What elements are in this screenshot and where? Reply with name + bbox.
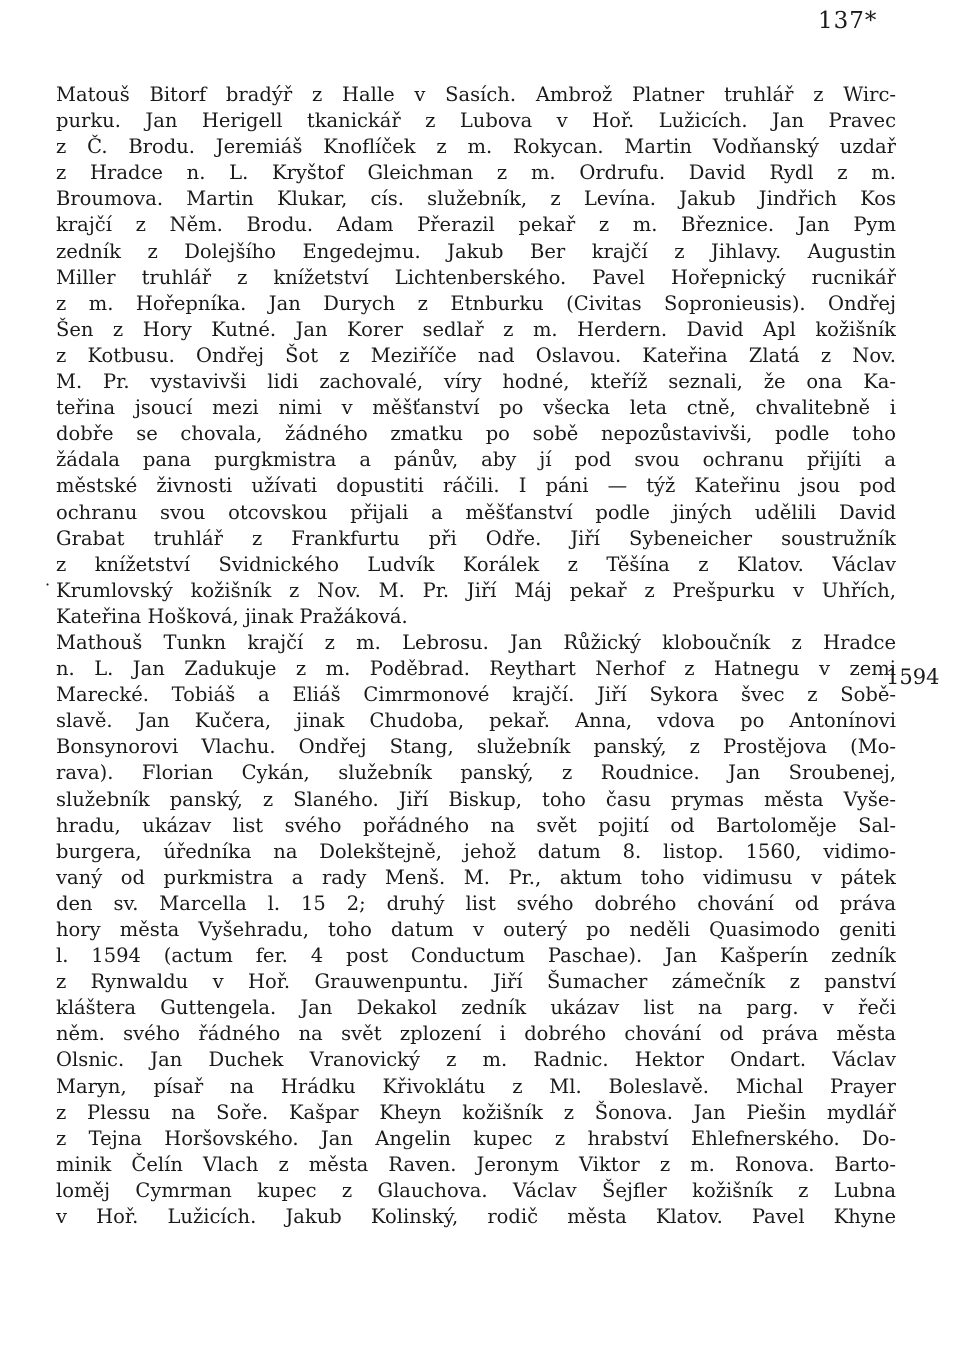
- text-line: purku. Jan Herigell tkanickář z Lubova v Hoř. Lužicích. Jan Pravec: [56, 109, 896, 133]
- text-line: v Hoř. Lužicích. Jakub Kolinský, rodič města Klatov. Pavel Khyne: [56, 1205, 896, 1229]
- text-line: hradu, ukázav list svého pořádného na svět pojití od Bartoloměje Sal-: [56, 813, 896, 837]
- text-line: ochranu svou otcovskou přijali a měšťanství podle jiných udělili David: [56, 500, 896, 524]
- text-line: rava). Florian Cykán, služebník panský, z Roudnice. Jan Sroubenej,: [56, 761, 896, 785]
- text-line: Šen z Hory Kutné. Jan Korer sedlař z m. Herdern. David Apl kožišník: [56, 317, 896, 341]
- text-line: vaný od purkmistra a rady Menš. M. Pr., aktum toho vidimusu v pátek: [56, 865, 896, 889]
- margin-mark: ·: [45, 575, 51, 594]
- text-line: hory města Vyšehradu, toho datum v outerý po neděli Quasimodo geniti: [56, 918, 896, 941]
- text-line: z m. Hořepníka. Jan Durych z Etnburku (Civitas Sopronieusis). Ondřej: [56, 291, 896, 315]
- text-line: Matouš Bitorf bradýř z Halle v Sasích. Ambrož Platner truhlář z Wirc-: [56, 83, 896, 106]
- text-line: z Rynwaldu v Hoř. Grauwenpuntu. Jiří Šumacher zámečník z panství: [56, 970, 896, 994]
- text-line: teřina jsoucí mezi nimi v měšťanství po všecka leta ctně, chvalitebně i: [56, 396, 896, 420]
- text-line: z Kotbusu. Ondřej Šot z Meziříče nad Oslavou. Kateřina Zlatá z Nov.: [56, 343, 896, 367]
- text-line: [56, 1230, 896, 1256]
- text-line: z knížetství Svidnického Ludvík Korálek z Těšína z Klatov. Václav: [56, 552, 896, 576]
- text-line: žádala pana purgkmistra a pánův, aby jí pod svou ochranu přijíti a: [56, 448, 896, 472]
- text-line: krajčí z Něm. Brodu. Adam Přerazil pekař z m. Březnice. Jan Pym: [56, 213, 896, 237]
- text-line: Olsnic. Jan Duchek Vranovický z m. Radnic. Hektor Ondart. Václav: [56, 1048, 896, 1072]
- text-line: Krumlovský kožišník z Nov. M. Pr. Jiří Máj pekař z Prešpurku v Uhřích,: [56, 578, 896, 602]
- text-line: z Hradce n. L. Kryštof Gleichman z m. Ordrufu. David Rydl z m.: [56, 161, 896, 185]
- text-line: den sv. Marcella l. 15 2; druhý list svého dobrého chování od práva: [56, 891, 896, 915]
- text-line: Mathouš Tunkn krajčí z m. Lebrosu. Jan Růžický kloboučník z Hradce: [56, 630, 896, 654]
- text-line: slavě. Jan Kučera, jinak Chudoba, pekař. Anna, vdova po Antonínovi: [56, 709, 896, 733]
- text-line: z Tejna Horšovského. Jan Angelin kupec z hrabství Ehlefnerského. Do-: [56, 1126, 896, 1150]
- text-line: něm. svého řádného na svět zplození i dobrého chování od práva města: [56, 1022, 896, 1046]
- text-line: burgera, úředníka na Dolekštejně, jehož datum 8. listop. 1560, vidimo-: [56, 839, 896, 863]
- text-line: zedník z Dolejšího Engedejmu. Jakub Ber krajčí z Jihlavy. Augustin: [56, 239, 896, 263]
- text-line: Miller truhlář z knížetství Lichtenberského. Pavel Hořepnický rucnikář: [56, 265, 896, 289]
- text-line: M. Pr. vystavivši lidi zachovalé, víry hodné, kteříž seznali, že ona Ka-: [56, 370, 896, 394]
- text-line: loměj Cymrman kupec z Glauchova. Václav Šejfler kožišník z Lubna: [56, 1178, 896, 1202]
- text-line: Kateřina Hošková, jinak Pražáková.: [56, 604, 408, 628]
- text-line: minik Čelín Vlach z města Raven. Jeronym Viktor z m. Ronova. Barto-: [56, 1152, 896, 1176]
- margin-year-note: 1594: [886, 665, 940, 689]
- text-line: l. 1594 (actum fer. 4 post Conductum Paschae). Jan Kašperín zedník: [56, 944, 896, 968]
- text-line: Marecké. Tobiáš a Eliáš Cimrmonové krajčí. Jiří Sykora švec z Sobě-: [56, 683, 896, 707]
- text-line: městské živnosti užívati dopustiti ráčili. I páni — týž Kateřinu jsou pod: [56, 474, 896, 498]
- text-line: z Plessu na Soře. Kašpar Kheyn kožišník z Šonova. Jan Piešin mydlář: [56, 1100, 896, 1124]
- text-line: kláštera Guttengela. Jan Dekakol zedník ukázav list na parg. v řeči: [56, 996, 896, 1020]
- text-line: z Č. Brodu. Jeremiáš Knoflíček z m. Rokycan. Martin Vodňanský uzdař: [56, 135, 896, 159]
- body-text: [56, 82, 896, 1256]
- text-line: Broumova. Martin Klukar, cís. služebník, z Levína. Jakub Jindřich Kos: [56, 187, 896, 211]
- text-line: Bonsynorovi Vlachu. Ondřej Stang, služebník panský, z Prostějova (Mo-: [56, 735, 896, 759]
- text-line: Grabat truhlář z Frankfurtu při Odře. Jiří Sybeneicher soustružník: [56, 526, 896, 550]
- text-line: dobře se chovala, žádného zmatku po sobě nepozůstavivši, podle toho: [56, 422, 896, 446]
- text-line: n. L. Jan Zadukuje z m. Poděbrad. Reythart Nerhof z Hatnegu v zemi: [56, 657, 896, 681]
- text-line: služebník panský, z Slaného. Jiří Biskup, toho času prymas města Vyše-: [56, 787, 896, 811]
- text-line: Maryn, písař na Hrádku Křivoklátu z Ml. Boleslavě. Michal Prayer: [56, 1074, 896, 1098]
- page-number: 137*: [818, 8, 878, 34]
